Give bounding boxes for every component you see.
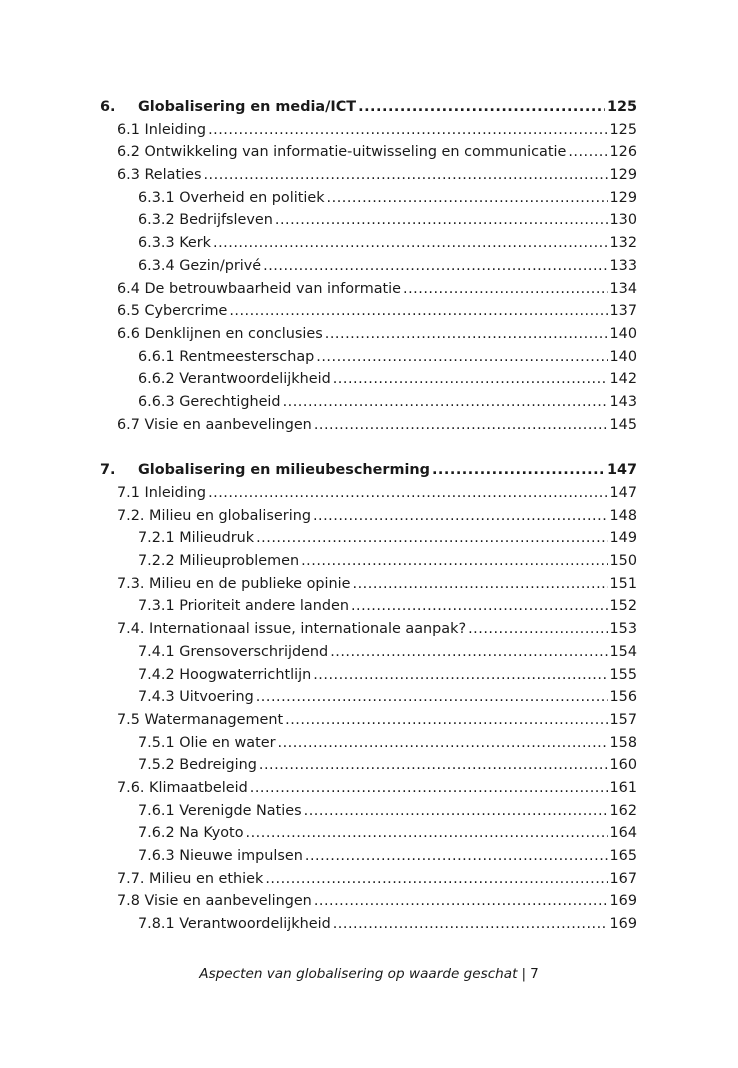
toc-page-number: 164	[609, 825, 637, 842]
toc-entry-row[interactable]	[100, 595, 637, 618]
toc-entry-label: 7.8 Visie en aanbevelingen	[117, 893, 312, 910]
table-of-contents	[100, 96, 637, 936]
toc-page-number: 165	[609, 848, 637, 864]
toc-entry-label: 6.7 Visie en aanbevelingen	[117, 416, 312, 433]
toc-entry-label: 7.5.2 Bedreiging	[138, 757, 257, 774]
toc-entry-row[interactable]	[100, 732, 637, 755]
toc-entry-label: 6.3.3 Kerk	[138, 235, 212, 252]
toc-page-number: 160	[609, 757, 637, 774]
toc-entry-label: 6.4 De betrouwbaarheid van informatie	[117, 280, 402, 297]
toc-entry-row[interactable]	[100, 300, 637, 323]
toc-entry-row[interactable]	[100, 618, 637, 641]
toc-chapter-row[interactable]	[100, 459, 637, 482]
toc-page-number: 130	[609, 212, 637, 229]
toc-entry-row[interactable]	[100, 550, 637, 573]
toc-page-number: 152	[609, 598, 637, 615]
toc-entry-row[interactable]	[100, 368, 637, 391]
toc-leader-dots	[568, 141, 607, 164]
toc-leader-dots	[275, 209, 608, 232]
toc-entry-label: 7.4.1 Grensoverschrijdend	[138, 643, 329, 660]
toc-entry-label: 7.2.2 Milieuproblemen	[138, 553, 300, 570]
toc-entry-row[interactable]	[100, 754, 637, 777]
toc-chapter-row[interactable]	[100, 96, 637, 119]
toc-page-number: 150	[609, 553, 637, 570]
toc-entry-row[interactable]	[100, 868, 637, 891]
toc-entry-label: 6.2 Ontwikkeling van informatie-uitwisseling en communicatie	[117, 144, 567, 161]
toc-leader-dots	[313, 664, 607, 687]
toc-entry-row[interactable]	[100, 641, 637, 664]
toc-leader-dots	[208, 482, 607, 505]
toc-entry-label: 7.5.1 Olie en water	[138, 734, 276, 751]
toc-entry-label: 7.7. Milieu en ethiek	[117, 870, 264, 887]
toc-page-number: 143	[609, 393, 637, 410]
toc-entry-label: 7.4.2 Hoogwaterrichtlijn	[138, 666, 312, 683]
toc-page-number: 147	[606, 462, 637, 479]
toc-chapter-number: 7.	[100, 462, 116, 479]
toc-entry-row[interactable]	[100, 187, 637, 210]
toc-leader-dots	[256, 527, 607, 550]
toc-entry-label: 6.3.2 Bedrijfsleven	[138, 212, 273, 229]
toc-chapter-label	[100, 96, 356, 119]
toc-leader-dots	[351, 595, 608, 618]
toc-page-number: 125	[609, 121, 637, 138]
toc-leader-dots	[256, 686, 608, 709]
toc-leader-dots	[333, 368, 608, 391]
toc-leader-dots	[468, 618, 607, 641]
toc-entry-row[interactable]	[100, 323, 637, 346]
toc-entry-label: 7.2. Milieu en globalisering	[117, 507, 311, 524]
toc-entry-label: 6.3.4 Gezin/privé	[138, 257, 262, 274]
toc-page-number: 167	[609, 870, 637, 887]
toc-page-number: 147	[609, 485, 637, 501]
toc-entry-row[interactable]	[100, 141, 637, 164]
section-gap	[100, 436, 637, 459]
toc-entry-label: 7.6.3 Nieuwe impulsen	[138, 848, 303, 864]
toc-leader-dots	[285, 709, 607, 732]
toc-leader-dots	[265, 868, 607, 891]
toc-entry-label: 6.6 Denklijnen en conclusies	[117, 325, 323, 342]
toc-leader-dots	[246, 822, 608, 845]
toc-leader-dots	[316, 346, 607, 369]
toc-entry-label: 7.1 Inleiding	[117, 485, 207, 501]
toc-entry-label: 7.6. Klimaatbeleid	[117, 779, 248, 796]
toc-leader-dots	[283, 391, 608, 414]
toc-chapter-label	[100, 459, 430, 482]
toc-leader-dots	[213, 232, 608, 255]
toc-page-number: 125	[606, 99, 637, 115]
toc-entry-row[interactable]	[100, 573, 637, 596]
toc-entry-row[interactable]	[100, 209, 637, 232]
toc-page-number: 137	[609, 303, 637, 320]
footer-page-number: 7	[530, 966, 539, 982]
toc-entry-row[interactable]	[100, 482, 637, 505]
toc-entry-label: 6.1 Inleiding	[117, 121, 207, 138]
toc-entry-row[interactable]	[100, 777, 637, 800]
toc-page-number: 154	[609, 643, 637, 660]
toc-entry-row[interactable]	[100, 164, 637, 187]
toc-page-number: 129	[609, 167, 637, 184]
toc-leader-dots	[314, 890, 608, 913]
toc-leader-dots	[278, 732, 608, 755]
toc-leader-dots	[330, 641, 607, 664]
toc-entry-row[interactable]	[100, 686, 637, 709]
toc-entry-label: 7.3.1 Prioriteit andere landen	[138, 598, 349, 615]
toc-leader-dots	[208, 119, 607, 142]
toc-page-number: 169	[609, 893, 637, 910]
toc-entry-row[interactable]	[100, 414, 637, 437]
toc-page-number: 145	[609, 416, 637, 433]
toc-page-number: 156	[609, 689, 637, 706]
toc-page-number: 140	[609, 325, 637, 342]
toc-entry-label: 7.5 Watermanagement	[117, 711, 284, 728]
toc-entry-label: 6.6.1 Rentmeesterschap	[138, 348, 315, 365]
toc-entry-label: 7.2.1 Milieudruk	[138, 530, 255, 547]
toc-entry-row[interactable]	[100, 709, 637, 732]
toc-leader-dots	[304, 800, 608, 823]
toc-entry-label: 6.3.1 Overheid en politiek	[138, 189, 325, 206]
toc-leader-dots	[333, 913, 608, 936]
toc-leader-dots	[325, 323, 608, 346]
toc-entry-row[interactable]	[100, 346, 637, 369]
toc-page-number: 157	[609, 711, 637, 728]
toc-entry-row[interactable]	[100, 664, 637, 687]
toc-leader-dots	[229, 300, 607, 323]
toc-entry-row[interactable]	[100, 119, 637, 142]
footer-book-title: Aspecten van globalisering op waarde geschat	[199, 966, 518, 982]
toc-page-number: 142	[609, 371, 637, 388]
toc-page-number: 149	[609, 530, 637, 547]
toc-page-number: 151	[609, 575, 637, 592]
toc-entry-row[interactable]	[100, 890, 637, 913]
toc-page-number: 169	[609, 916, 637, 933]
toc-leader-dots	[313, 505, 608, 528]
toc-chapter-title: Globalisering en media/ICT	[138, 99, 357, 115]
toc-entry-row[interactable]	[100, 391, 637, 414]
toc-entry-label: 7.4.3 Uitvoering	[138, 689, 254, 706]
toc-chapter-number: 6.	[100, 99, 116, 115]
toc-entry-label: 7.4. Internationaal issue, internationale aanpak?	[117, 621, 467, 638]
toc-leader-dots	[259, 754, 608, 777]
toc-leader-dots	[301, 550, 607, 573]
toc-leader-dots	[314, 414, 608, 437]
toc-chapter-title: Globalisering en milieubescherming	[138, 462, 430, 479]
toc-page-number: 148	[609, 507, 637, 524]
toc-leader-dots	[305, 845, 608, 868]
toc-entry-row[interactable]	[100, 232, 637, 255]
toc-leader-dots	[250, 777, 608, 800]
toc-entry-label: 6.3 Relaties	[117, 167, 202, 184]
toc-page-number: 132	[609, 235, 637, 252]
toc-entry-row[interactable]	[100, 800, 637, 823]
toc-leader-dots	[263, 255, 607, 278]
toc-page-number: 161	[609, 779, 637, 796]
toc-entry-label: 7.3. Milieu en de publieke opinie	[117, 575, 351, 592]
toc-page-number: 129	[609, 189, 637, 206]
toc-entry-label: 7.8.1 Verantwoordelijkheid	[138, 916, 331, 933]
toc-entry-label: 7.6.1 Verenigde Naties	[138, 802, 302, 819]
toc-entry-label: 6.6.2 Verantwoordelijkheid	[138, 371, 331, 388]
toc-entry-row[interactable]	[100, 505, 637, 528]
toc-page-number: 153	[609, 621, 637, 638]
toc-entry-label: 7.6.2 Na Kyoto	[138, 825, 244, 842]
toc-leader-dots	[358, 96, 605, 119]
toc-page-number: 133	[609, 257, 637, 274]
page-footer	[0, 966, 738, 982]
toc-page-number: 134	[609, 280, 637, 297]
toc-leader-dots	[432, 459, 605, 482]
footer-separator: |	[521, 966, 527, 982]
toc-entry-label: 6.6.3 Gerechtigheid	[138, 393, 281, 410]
toc-entry-label: 6.5 Cybercrime	[117, 303, 228, 320]
toc-entry-row[interactable]	[100, 913, 637, 936]
toc-leader-dots	[203, 164, 607, 187]
toc-page-number: 162	[609, 802, 637, 819]
toc-leader-dots	[403, 278, 608, 301]
toc-entry-row[interactable]	[100, 527, 637, 550]
toc-entry-row[interactable]	[100, 255, 637, 278]
toc-page-number: 140	[609, 348, 637, 365]
toc-entry-row[interactable]	[100, 845, 637, 868]
toc-page-number: 126	[609, 144, 637, 161]
toc-page-number: 155	[609, 666, 637, 683]
toc-entry-row[interactable]	[100, 822, 637, 845]
toc-page-number: 158	[609, 734, 637, 751]
toc-entry-row[interactable]	[100, 278, 637, 301]
toc-leader-dots	[353, 573, 608, 596]
toc-leader-dots	[327, 187, 608, 210]
